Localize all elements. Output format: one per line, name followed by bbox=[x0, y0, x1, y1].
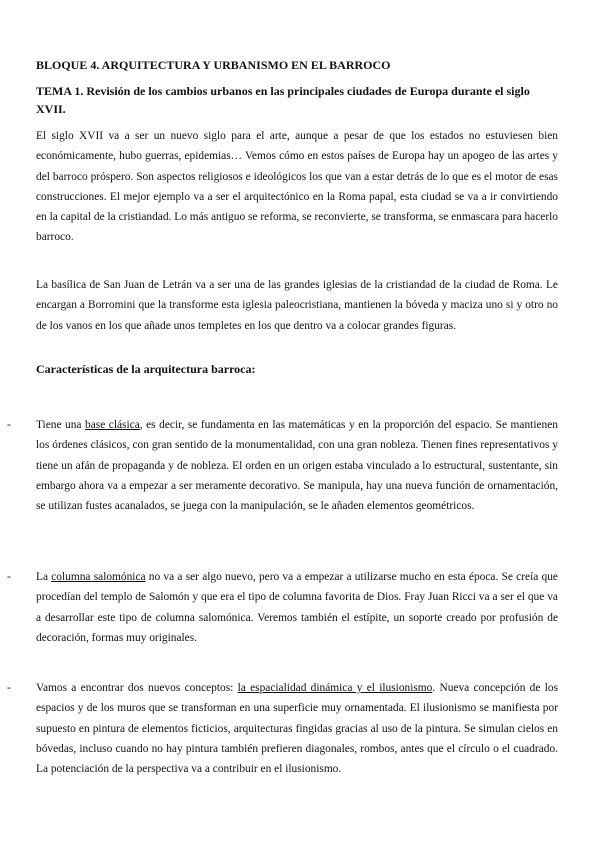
list-item-espacialidad-ilusionismo bbox=[7, 678, 558, 779]
bullet-text-pre: Tiene una bbox=[36, 419, 86, 431]
list-dash: - bbox=[7, 571, 11, 583]
topic-heading: TEMA 1. Revisión de los cambios urbanos en las principales ciudades de Europa durante el siglo XVII. bbox=[36, 84, 530, 116]
bullet-text-pre: La bbox=[36, 571, 52, 583]
bullet-text-post: . Nueva concepción de los espacios y de los muros que se transforman en una superficie muy ornamentada. El ilusionismo se manifiesta por supuesto en pintura de elementos ficticios, arquitecturas fingidas gracias al uso de la pintura. Se simulan cielos en bóvedas, incluso cuando no hay pintura también prefieren diagonales, rombos, antes que el círculo o el cuadrado. La potenciación de la perspectiva va a contribuir en el ilusionismo. bbox=[36, 682, 558, 776]
list-dash: - bbox=[7, 682, 11, 694]
underlined-term: base clásica bbox=[85, 419, 140, 431]
underlined-term: la espacialidad dinámica y el ilusionismo bbox=[237, 682, 433, 694]
bullet-text-post: no va a ser algo nuevo, pero va a empezar a utilizarse mucho en esta época. Se creía que procedían del templo de Salomón y que era el tipo de columna favorita de Dios. Fray Juan Ricci va a ser el que va a desarrollar este tipo de columna salomónica. Veremos también el estípite, un soporte creado por profusión de decoración, formas muy originales. bbox=[36, 571, 558, 644]
paragraph-san-juan-letran: La basílica de San Juan de Letrán va a ser una de las grandes iglesias de la cristiandad de la ciudad de Roma. Le encargan a Borromini que la transforme esta iglesia paleocristiana, mantienen la bóveda y maciza uno si y otro no de los vanos en los que añade unos templetes en los que dentro va a colocar grandes figuras. bbox=[36, 279, 558, 332]
underlined-term: columna salomónica bbox=[51, 571, 146, 583]
block-heading: BLOQUE 4. ARQUITECTURA Y URBANISMO EN EL BARROCO bbox=[36, 58, 391, 72]
paragraph-intro: El siglo XVII va a ser un nuevo siglo para el arte, aunque a pesar de que los estados no estuviesen bien económicamente, hubo guerras, epidemias… Vemos cómo en estos países de Europa hay un apogeo de las artes y del barroco próspero. Son aspectos religiosos e ideológicos los que van a estar detrás de lo que es el motor de esas construcciones. El mejor ejemplo va a ser el arquitectónico en la Roma papal, esta ciudad se va a ir convirtiendo en la capital de la cristiandad. Lo más antiguo se reforma, se reconvierte, se transforma, se enmascara para hacerlo barroco. bbox=[36, 130, 558, 244]
bullet-text-post: , es decir, se fundamenta en las matemáticas y en la proporción del espacio. Se mantienen los órdenes clásicos, con gran sentido de la monumentalidad, con una gran nobleza. Tienen fines representativos y tiene un afán de propaganda y de nobleza. El orden en un origen estaba vinculado a lo estructural, sustentante, sin embargo ahora va a empezar a ser meramente decorativo. Se manipula, hay una nueva función de ornamentación, se utilizan fustes acanalados, se juega con la manipulación, se le añaden elementos geométricos. bbox=[36, 419, 558, 513]
list-item-base-clasica bbox=[7, 415, 558, 516]
bullet-text-pre: Vamos a encontrar dos nuevos conceptos: bbox=[36, 682, 238, 694]
list-item-columna-salomonica bbox=[7, 567, 558, 648]
characteristics-subheading: Características de la arquitectura barroca: bbox=[36, 362, 256, 376]
list-dash: - bbox=[7, 419, 11, 431]
